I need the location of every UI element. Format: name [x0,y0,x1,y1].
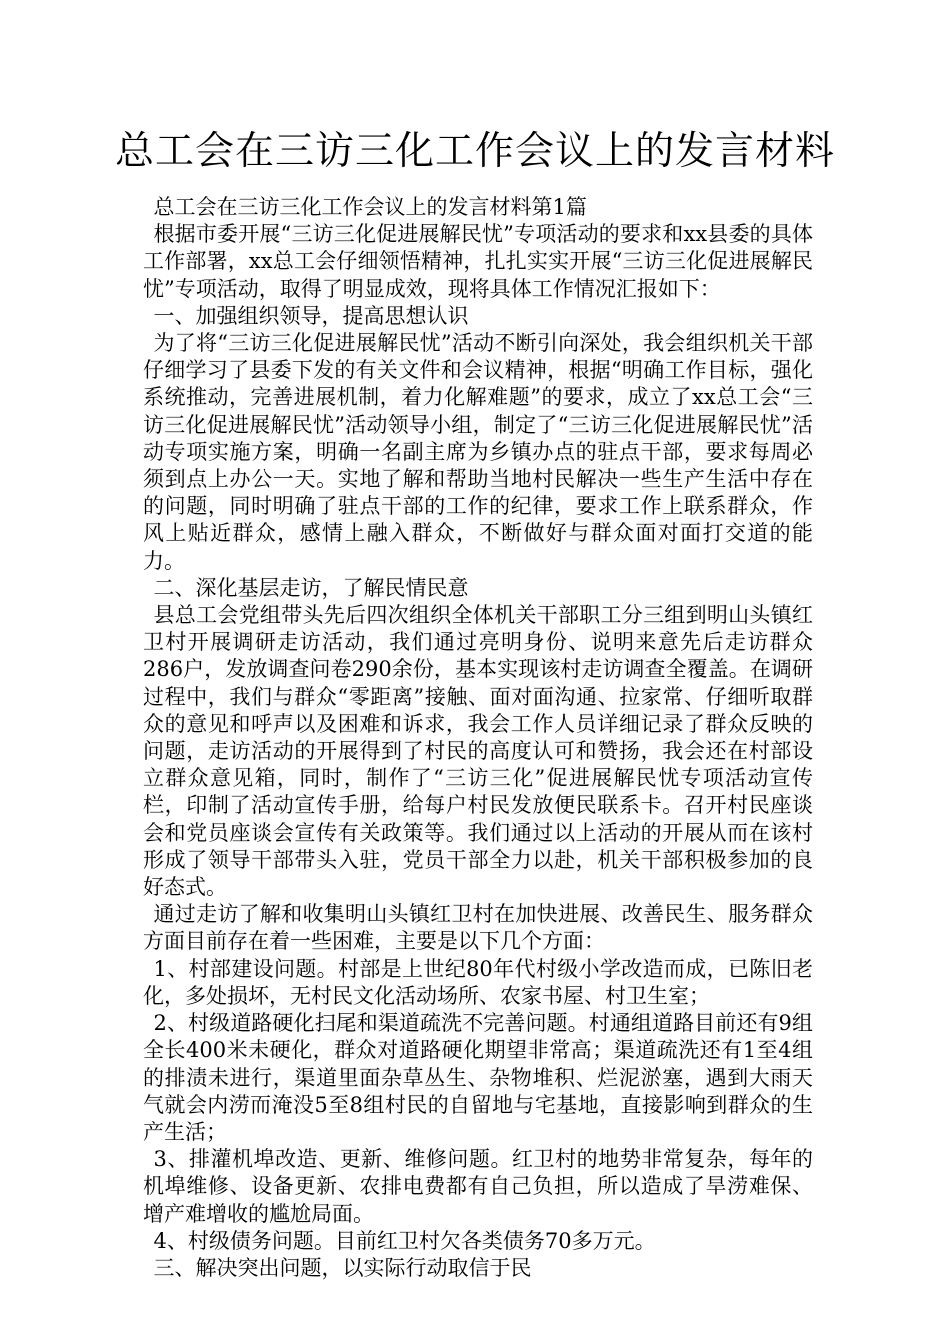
paragraph-heading: 总工会在三访三化工作会议上的发言材料第1篇 [153,195,587,219]
document-title: 总工会在三访三化工作会议上的发言材料 [114,129,835,174]
paragraph: 根据市委开展“三访三化促进展解民忧”专项活动的要求和xx县委的具体工作部署，xx总工会仔细领悟精神，扎扎实实开展“三访三化促进展解民忧”专项活动，取得了明显成效，现将具体工作情况汇报如下： [143,222,813,301]
paragraph: 通过走访了解和收集明山头镇红卫村在加快进展、改善民生、服务群众方面目前存在着一些困难，主要是以下几个方面： [143,902,813,954]
section-heading: 三、解决突出问题，以实际行动取信于民 [153,1255,532,1280]
list-item: 1、村部建设问题。村部是上世纪80年代村级小学改造而成，已陈旧老化，多处损坏，无村民文化活动场所、农家书屋、村卫生室； [143,956,813,1008]
section-heading: 二、深化基层走访，了解民情民意 [153,575,469,600]
section-heading: 一、加强组织领导，提高思想认识 [153,303,469,328]
list-item: 2、村级道路硬化扫尾和渠道疏洗不完善问题。村通组道路目前还有9组全长400米未硬化，群众对道路硬化期望非常高；渠道疏洗还有1至4组的排渍未进行，渠道里面杂草丛生、杂物堆积、烂泥淤塞，遇到大雨天气就会内涝而淹没5至8组村民的自留地与宅基地，直接影响到群众的生产生活； [143,1011,813,1144]
document-body [143,194,813,1282]
list-item: 4、村级债务问题。目前红卫村欠各类债务70多万元。 [153,1228,656,1253]
paragraph: 县总工会党组带头先后四次组织全体机关干部职工分三组到明山头镇红卫村开展调研走访活动，我们通过亮明身份、说明来意先后走访群众286户，发放调查问卷290余份，基本实现该村走访调查全覆盖。在调研过程中，我们与群众“零距离”接触、面对面沟通、拉家常、仔细听取群众的意见和呼声以及困难和诉求，我会工作人员详细记录了群众反映的问题，走访活动的开展得到了村民的高度认可和赞扬，我会还在村部设立群众意见箱，同时，制作了“三访三化”促进展解民忧专项活动宣传栏，印制了活动宣传手册，给每户村民发放便民联系卡。召开村民座谈会和党员座谈会宣传有关政策等。我们通过以上活动的开展从而在该村形成了领导干部带头入驻，党员干部全力以赴，机关干部积极参加的良好态式。 [143,603,813,900]
list-item: 3、排灌机埠改造、更新、维修问题。红卫村的地势非常复杂，每年的机埠维修、设备更新、农排电费都有自己负担，所以造成了旱涝难保、增产难增收的尴尬局面。 [143,1147,813,1226]
paragraph: 为了将“三访三化促进展解民忧”活动不断引向深处，我会组织机关干部仔细学习了县委下发的有关文件和会议精神，根据“明确工作目标，强化系统推动，完善进展机制，着力化解难题”的要求，成立了xx总工会“三访三化促进展解民忧”活动领导小组，制定了“三访三化促进展解民忧”活动专项实施方案，明确一名副主席为乡镇办点的驻点干部，要求每周必须到点上办公一天。实地了解和帮助当地村民解决一些生产生活中存在的问题，同时明确了驻点干部的工作的纪律，要求工作上联系群众，作风上贴近群众，感情上融入群众，不断做好与群众面对面打交道的能力。 [143,331,813,573]
